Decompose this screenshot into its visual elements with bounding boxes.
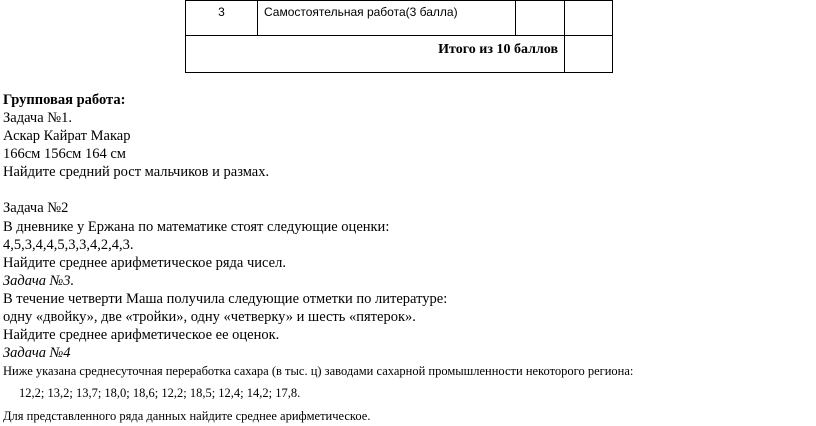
table-row-total	[186, 36, 613, 73]
table-row	[186, 1, 613, 36]
empty-cell	[516, 1, 565, 36]
spacer	[3, 181, 803, 199]
task2-grades: 4,5,3,4,4,5,3,3,4,2,4,3.	[3, 236, 134, 253]
task3-title: Задача №3.	[3, 272, 75, 289]
task4-question: Для представленного ряда данных найдите среднее арифметическое.	[3, 409, 371, 424]
task2-question: Найдите среднее арифметическое ряда чисел.	[3, 254, 286, 271]
task3-question: Найдите среднее арифметическое ее оценок.	[3, 327, 280, 344]
task4-title: Задача №4	[3, 345, 71, 362]
task1-title: Задача №1.	[3, 110, 72, 127]
empty-cell	[565, 1, 613, 36]
task3-detail: одну «двойку», две «тройки», одну «четверку» и шесть «пятерок».	[3, 309, 416, 326]
task1-question: Найдите средний рост мальчиков и размах.	[3, 164, 270, 181]
score-table	[185, 0, 613, 73]
group-work-heading: Групповая работа:	[3, 92, 126, 108]
tasks-content	[3, 91, 803, 426]
task4-intro: Ниже указана среднесуточная переработка сахара (в тыс. ц) заводами сахарной промышленности некоторого региона:	[3, 364, 634, 379]
row-label-cell: Самостоятельная работа(3 балла)	[258, 1, 516, 36]
total-cell: Итого из 10 баллов	[186, 36, 565, 73]
task1-names: Аскар Кайрат Макар	[3, 128, 131, 145]
empty-cell	[565, 36, 613, 73]
task2-title: Задача №2	[3, 200, 69, 217]
task4-data: 12,2; 13,2; 13,7; 18,0; 18,6; 12,2; 18,5; 12,4; 14,2; 17,8.	[19, 386, 301, 401]
task3-intro: В течение четверти Маша получила следующие отметки по литературе:	[3, 290, 448, 307]
row-number-cell: 3	[186, 1, 258, 36]
task2-intro: В дневнике у Ержана по математике стоят следующие оценки:	[3, 218, 390, 235]
task1-heights: 166см 156см 164 см	[3, 146, 126, 163]
